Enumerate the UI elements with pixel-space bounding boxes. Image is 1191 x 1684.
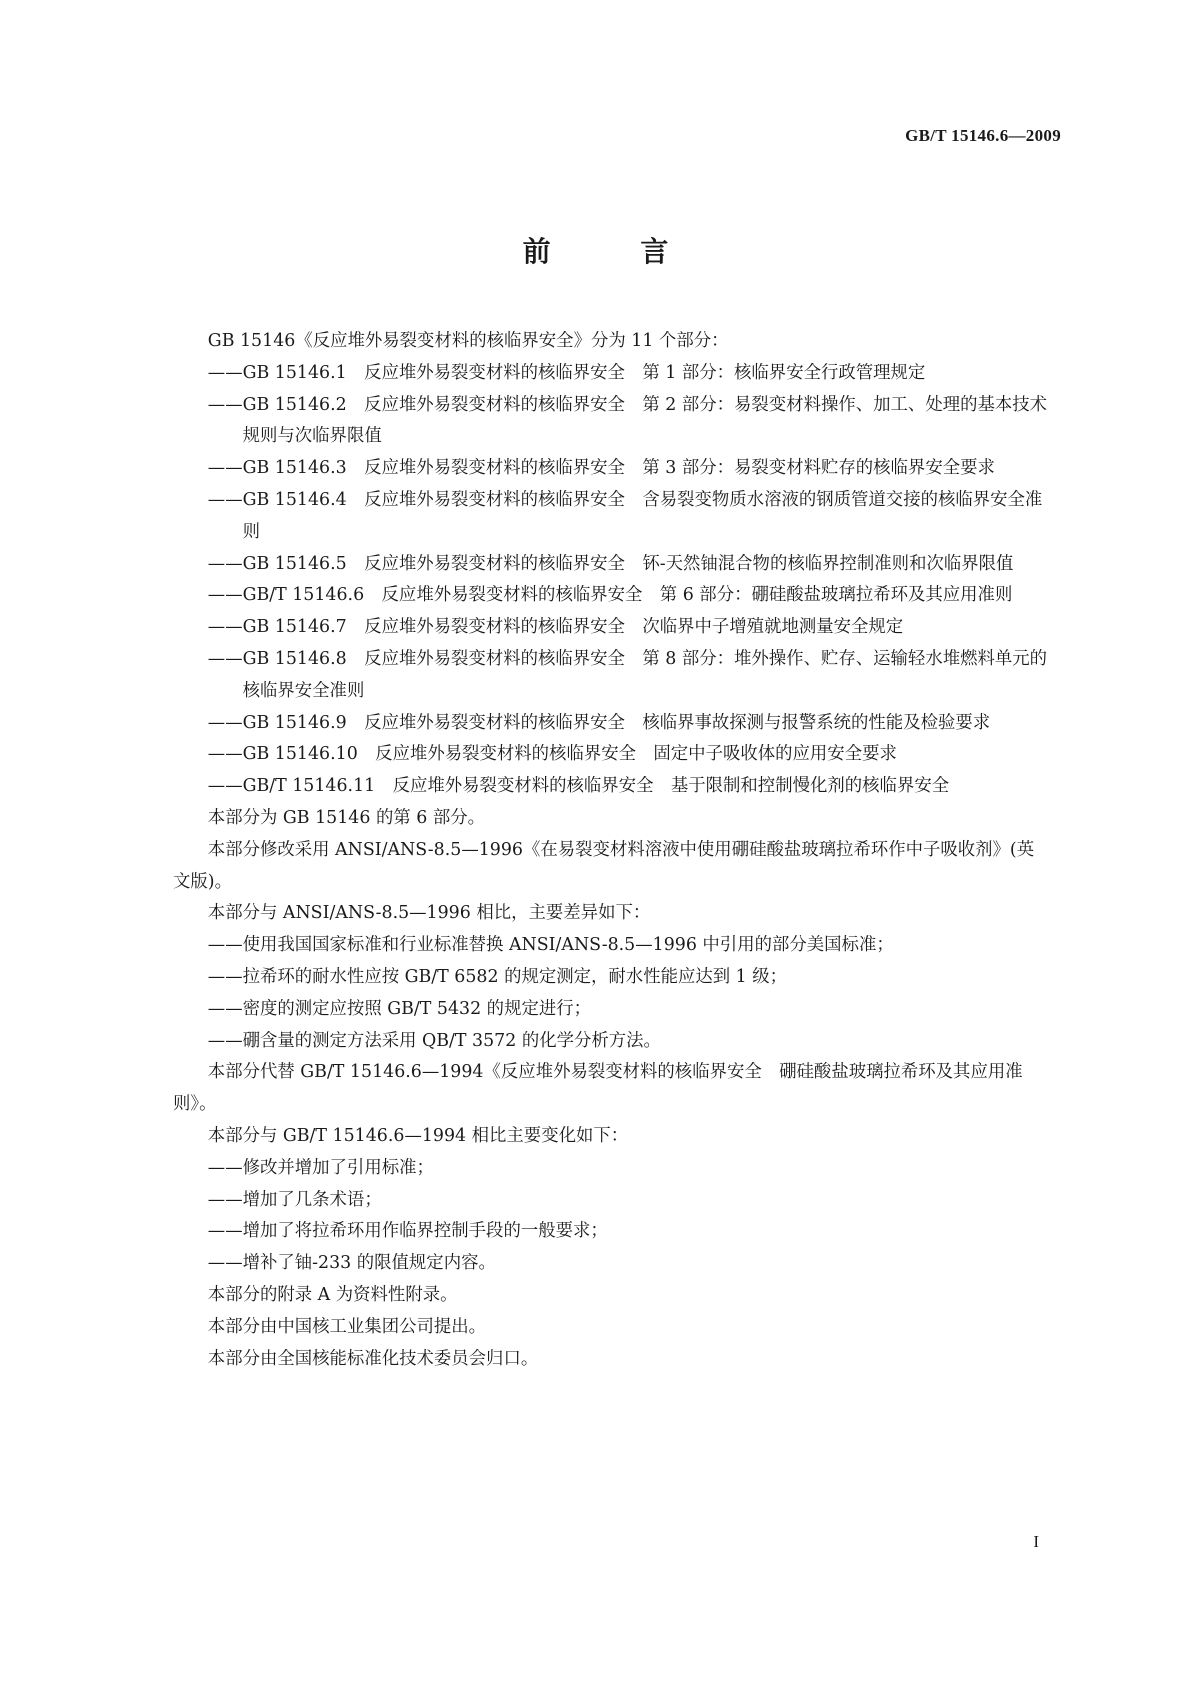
list-item: ——修改并增加了引用标准； — [207, 1157, 434, 1178]
differences-intro: 本部分与 ANSI/ANS-8.5—1996 相比，主要差异如下： — [207, 903, 651, 924]
page-title: 前 言 — [522, 235, 709, 268]
list-item: ——GB 15146.7 反应堆外易裂变材料的核临界安全 次临界中子增殖就地测量安全规定 — [207, 617, 904, 638]
list-item: ——密度的测定应按照 GB/T 5432 的规定进行； — [207, 998, 592, 1019]
list-item: ——GB/T 15146.11 反应堆外易裂变材料的核临界安全 基于限制和控制慢化剂的核临界安全 — [207, 776, 950, 797]
adoption-paragraph: 本部分修改采用 ANSI/ANS-8.5—1996《在易裂变材料溶液中使用硼硅酸盐玻璃拉希环作中子吸收剂》(英文版)。 — [173, 839, 1035, 892]
centralized-by: 本部分由全国核能标准化技术委员会归口。 — [207, 1348, 539, 1369]
proposed-by: 本部分由中国核工业集团公司提出。 — [207, 1316, 487, 1337]
changes-intro: 本部分与 GB/T 15146.6—1994 相比主要变化如下： — [207, 1125, 629, 1146]
list-item: ——GB 15146.2 反应堆外易裂变材料的核临界安全 第 2 部分：易裂变材料操作、加工、处理的基本技术规则与次临界限值 — [207, 394, 1048, 447]
list-item: ——GB 15146.1 反应堆外易裂变材料的核临界安全 第 1 部分：核临界安全行政管理规定 — [207, 362, 926, 383]
list-item: ——增补了铀-233 的限值规定内容。 — [207, 1253, 496, 1274]
list-item: ——拉希环的耐水性应按 GB/T 6582 的规定测定，耐水性能应达到 1 级； — [207, 966, 788, 987]
appendix-note: 本部分的附录 A 为资料性附录。 — [207, 1284, 458, 1305]
list-item: ——使用我国国家标准和行业标准替换 ANSI/ANS-8.5—1996 中引用的部分美国标准； — [207, 935, 894, 956]
foreword-body — [173, 326, 1051, 1375]
standard-code-header: GB/T 15146.6—2009 — [905, 126, 1061, 145]
page-number: I — [1033, 1532, 1039, 1551]
list-item: ——硼含量的测定方法采用 QB/T 3572 的化学分析方法。 — [207, 1030, 661, 1051]
list-item: ——GB 15146.9 反应堆外易裂变材料的核临界安全 核临界事故探测与报警系统的性能及检验要求 — [207, 712, 991, 733]
part-statement: 本部分为 GB 15146 的第 6 部分。 — [207, 807, 486, 828]
list-item: ——GB 15146.8 反应堆外易裂变材料的核临界安全 第 8 部分：堆外操作、贮存、运输轻水堆燃料单元的核临界安全准则 — [207, 648, 1048, 701]
intro-paragraph: GB 15146《反应堆外易裂变材料的核临界安全》分为 11 个部分： — [207, 331, 729, 351]
list-item: ——GB/T 15146.6 反应堆外易裂变材料的核临界安全 第 6 部分：硼硅酸盐玻璃拉希环及其应用准则 — [207, 585, 1013, 606]
list-item: ——GB 15146.5 反应堆外易裂变材料的核临界安全 钚-天然铀混合物的核临界控制准则和次临界限值 — [207, 553, 1014, 574]
list-item: ——GB 15146.3 反应堆外易裂变材料的核临界安全 第 3 部分：易裂变材料贮存的核临界安全要求 — [207, 458, 995, 479]
list-item: ——增加了将拉希环用作临界控制手段的一般要求； — [207, 1221, 608, 1242]
list-item: ——GB 15146.4 反应堆外易裂变材料的核临界安全 含易裂变物质水溶液的钢质管道交接的核临界安全准则 — [207, 489, 1043, 542]
list-item: ——增加了几条术语； — [207, 1189, 382, 1210]
replaces-paragraph: 本部分代替 GB/T 15146.6—1994《反应堆外易裂变材料的核临界安全 硼硅酸盐玻璃拉希环及其应用准则》。 — [173, 1062, 1023, 1115]
list-item: ——GB 15146.10 反应堆外易裂变材料的核临界安全 固定中子吸收体的应用安全要求 — [207, 744, 897, 765]
